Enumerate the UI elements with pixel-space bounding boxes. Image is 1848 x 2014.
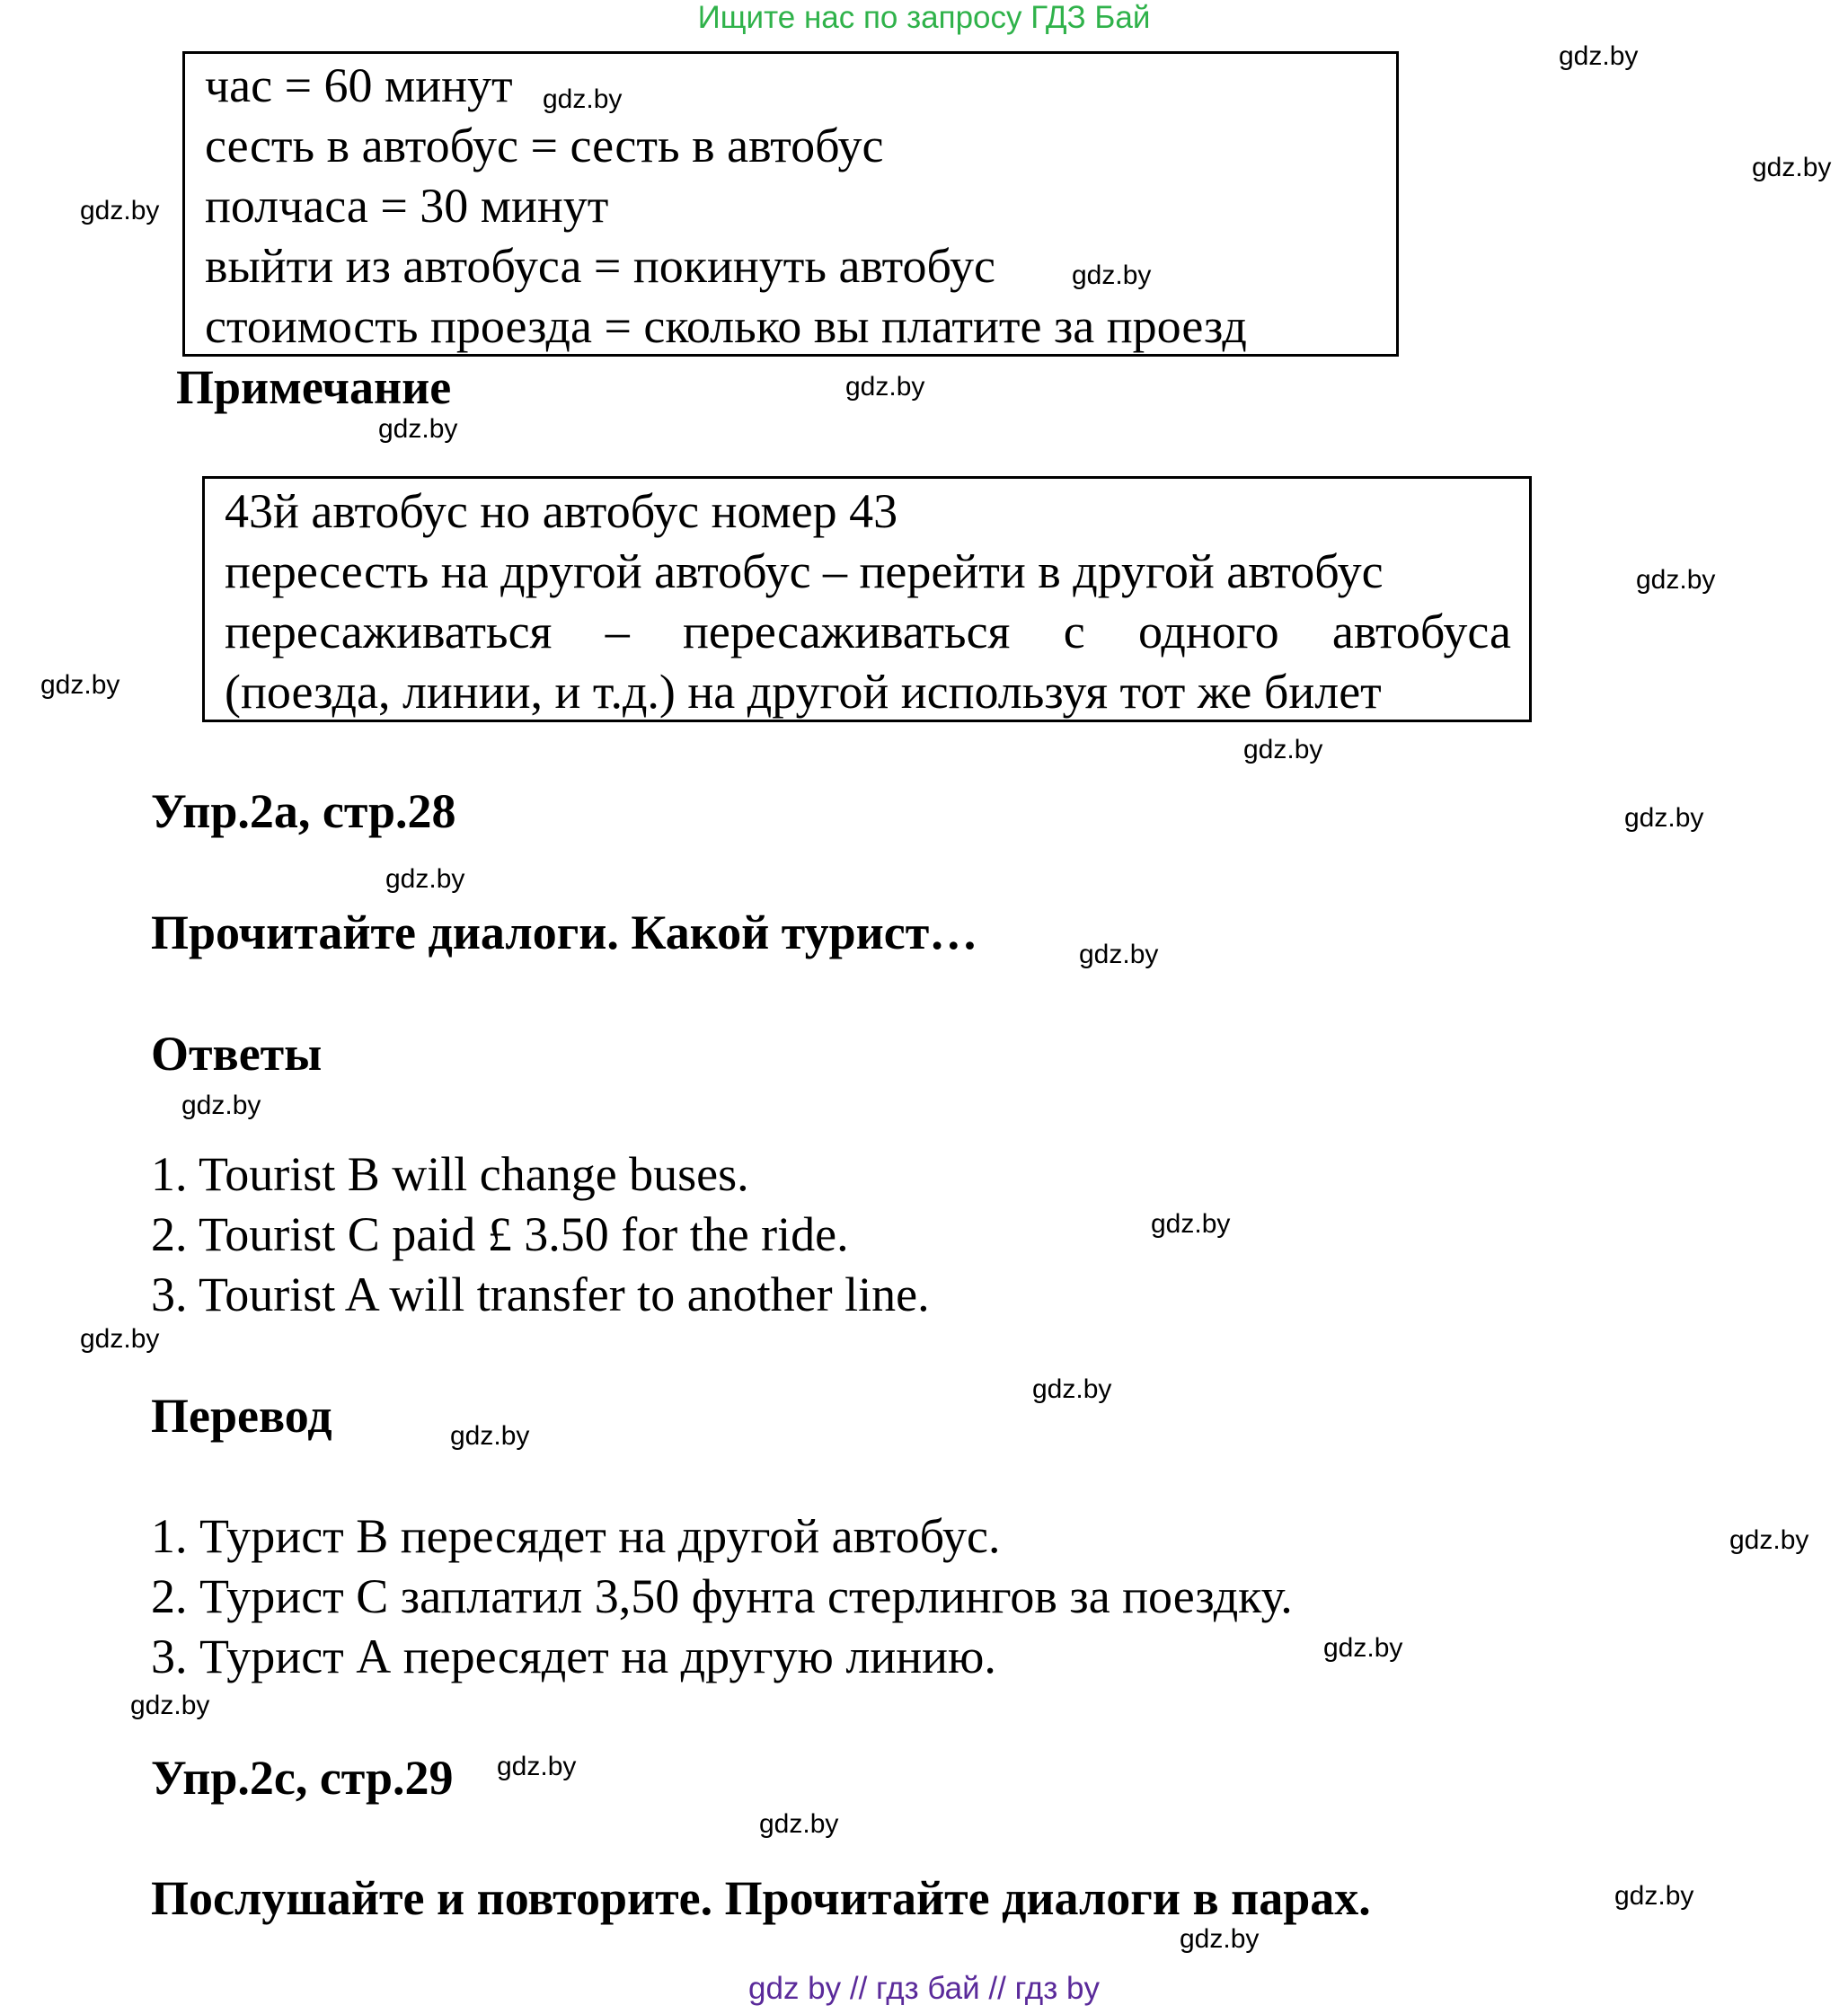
- answers-heading: Ответы: [151, 1027, 323, 1081]
- watermark: gdz.by: [1752, 153, 1832, 182]
- vocab-line: стоимость проезда = сколько вы платите за проезд: [205, 299, 1247, 353]
- top-banner-link[interactable]: Ищите нас по запросу ГДЗ Бай: [697, 0, 1151, 35]
- watermark: gdz.by: [845, 372, 925, 402]
- watermark: gdz.by: [450, 1421, 530, 1451]
- watermark: gdz.by: [130, 1691, 210, 1720]
- watermark: gdz.by: [759, 1809, 839, 1839]
- exercise-2c-title: Упр.2с, стр.29: [151, 1751, 454, 1805]
- note-heading: Примечание: [176, 360, 452, 414]
- watermark: gdz.by: [1243, 735, 1323, 764]
- translation-line: 2. Турист С заплатил 3,50 фунта стерлингов за поездку.: [151, 1569, 1293, 1623]
- watermark: gdz.by: [497, 1752, 577, 1781]
- watermark: gdz.by: [1180, 1924, 1260, 1954]
- note-word: пересаживаться: [683, 605, 1011, 658]
- watermark: gdz.by: [80, 1324, 160, 1354]
- watermark: gdz.by: [40, 670, 120, 700]
- answer-line: 1. Tourist B will change buses.: [151, 1147, 749, 1201]
- watermark: gdz.by: [80, 196, 160, 225]
- exercise-2a-task: Прочитайте диалоги. Какой турист…: [151, 905, 978, 959]
- translation-line: 3. Турист А пересядет на другую линию.: [151, 1630, 996, 1683]
- watermark: gdz.by: [1151, 1209, 1231, 1239]
- exercise-2c-task: Послушайте и повторите. Прочитайте диалоги в парах.: [151, 1871, 1371, 1925]
- watermark: gdz.by: [1614, 1881, 1694, 1911]
- watermark: gdz.by: [1032, 1374, 1112, 1404]
- watermark: gdz.by: [1729, 1525, 1809, 1555]
- vocab-line: сесть в автобус = сесть в автобус: [205, 119, 884, 172]
- footer-links[interactable]: gdz by // гдз бай // гдз by: [748, 1971, 1100, 2006]
- note-line: (поезда, линии, и т.д.) на другой используя тот же билет: [225, 665, 1382, 719]
- watermark: gdz.by: [1323, 1633, 1403, 1663]
- watermark: gdz.by: [1079, 940, 1159, 969]
- note-line: 43й автобус но автобус номер 43: [225, 484, 898, 538]
- watermark: gdz.by: [1624, 803, 1704, 833]
- watermark: gdz.by: [1559, 41, 1639, 71]
- watermark: gdz.by: [1072, 261, 1152, 290]
- note-word: с: [1063, 605, 1085, 658]
- note-word: одного: [1137, 605, 1279, 658]
- note-word: автобуса: [1331, 605, 1511, 658]
- note-justified-line: [225, 602, 1511, 661]
- translation-line: 1. Турист В пересядет на другой автобус.: [151, 1509, 1001, 1563]
- watermark: gdz.by: [1636, 565, 1716, 595]
- answer-line: 3. Tourist A will transfer to another line.: [151, 1268, 930, 1321]
- exercise-2a-title: Упр.2а, стр.28: [151, 784, 456, 838]
- note-word: пересаживаться: [225, 605, 553, 658]
- translation-heading: Перевод: [151, 1389, 332, 1443]
- vocab-line: полчаса = 30 минут: [205, 179, 609, 233]
- answer-line: 2. Tourist C paid £ 3.50 for the ride.: [151, 1207, 849, 1261]
- vocab-line: выйти из автобуса = покинуть автобус: [205, 239, 995, 293]
- watermark: gdz.by: [181, 1091, 261, 1120]
- watermark: gdz.by: [543, 84, 623, 114]
- watermark: gdz.by: [385, 864, 465, 894]
- watermark: gdz.by: [378, 414, 458, 444]
- note-word: –: [605, 605, 630, 658]
- vocab-line: час = 60 минут: [205, 58, 513, 112]
- note-line: пересесть на другой автобус – перейти в другой автобус: [225, 544, 1384, 598]
